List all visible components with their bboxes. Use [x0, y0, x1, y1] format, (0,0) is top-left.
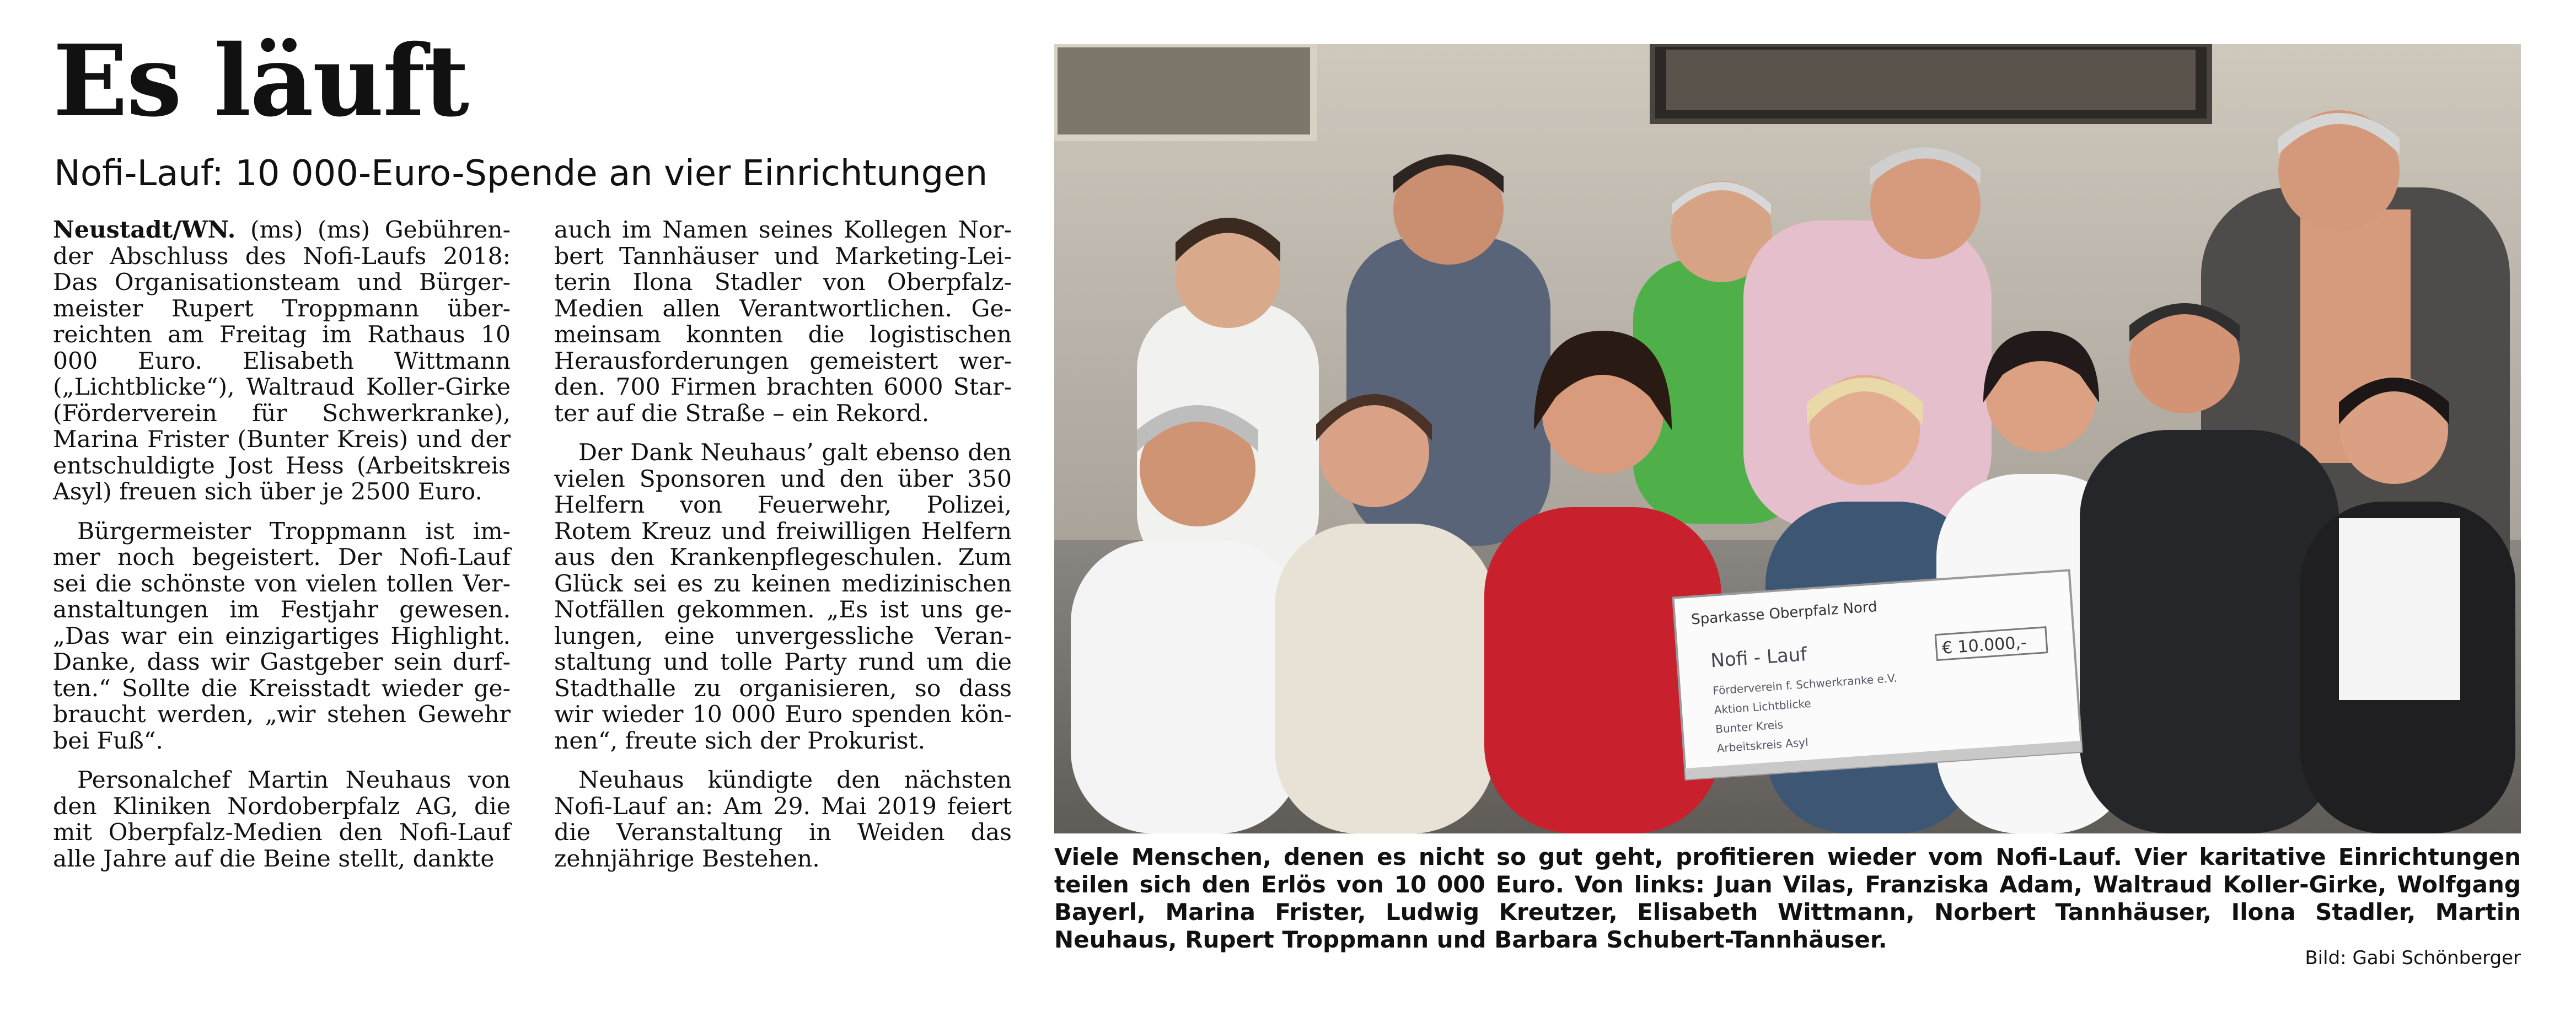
- article-paragraph: auch im Namen seines Kollegen Norbert Tannhäuser und Marketing-Leiterin Ilona Stadler von Oberpfalz-Medien allen Verantwortlichen. Gemeinsam konnten die logistischen Herausforderungen gemeistert werden. 700 Firmen brachten 6000 Starter auf die Straße – ein Rekord.: [554, 217, 1012, 427]
- paragraph-text: (ms) (ms) Gebührender Abschluss des Nofi-Laufs 2018: Das Organisationsteam und Bürgermeister Rupert Troppmann überreichten am Freitag im Rathaus 10 000 Euro. Elisabeth Wittmann („Lichtblicke“), Waltraud Koller-Girke (Förderverein für Schwerkranke), Marina Frister (Bunter Kreis) und der entschuldigte Jost Hess (Arbeitskreis Asyl) freuen sich über je 2500 Euro.: [53, 217, 511, 505]
- cheque-bank: Sparkasse Oberpfalz Nord: [1690, 598, 1878, 628]
- article-subheadline: Nofi-Lauf: 10 000-Euro-Spende an vier Einrichtungen: [54, 153, 988, 194]
- cheque-line: Förderverein f. Schwerkranke e.V.: [1712, 671, 1898, 698]
- article-paragraph: Personalchef Martin Neuhaus von den Kliniken Nordoberpfalz AG, die mit Oberpfalz-Medien den Nofi-Lauf alle Jahre auf die Beine stellt, dankte: [53, 767, 511, 873]
- cheque-payee: Nofi - Lauf: [1710, 643, 1808, 672]
- group-photo-illustration: [1054, 44, 2521, 833]
- article-paragraph: Der Dank Neuhaus’ galt ebenso den vielen Sponsoren und den über 350 Helfern von Feuerwehr, Polizei, Rotem Kreuz und freiwilligen Helfern aus den Krankenpflegeschulen. Zum Glück sei es zu keinen medizinischen Notfällen gekommen. „Es ist uns gelungen, eine unvergessliche Veranstaltung und tolle Party rund um die Stadthalle zu organisieren, so dass wir wieder 10 000 Euro spenden können“, freute sich der Prokurist.: [554, 439, 1012, 755]
- article-column-1: [53, 217, 511, 885]
- cheque-amount: € 10.000,-: [1941, 633, 2027, 658]
- dateline: Neustadt/WN.: [53, 216, 236, 244]
- article-paragraph: Bürgermeister Troppmann ist immer noch begeistert. Der Nofi-Lauf sei die schönste von vielen tollen Veranstaltungen im Festjahr gewesen. „Das war ein einzigartiges Highlight. Danke, dass wir Gastgeber sein durften.“ Sollte die Kreisstadt wieder gebraucht werden, „wir stehen Gewehr bei Fuß“.: [53, 518, 511, 755]
- article-paragraph: Neuhaus kündigte den nächsten Nofi-Lauf an: Am 29. Mai 2019 feiert die Veranstaltung in Weiden das zehnjährige Bestehen.: [554, 767, 1012, 873]
- photo-caption: Viele Menschen, denen es nicht so gut geht, profitieren wieder vom Nofi-Lauf. Vier karitative Einrichtungen teilen sich den Erlös von 10 000 Euro. Von links: Juan Vilas, Franziska Adam, Waltraud Koller-Girke, Wolfgang Bayerl, Marina Frister, Ludwig Kreutzer, Elisabeth Wittmann, Norbert Tannhäuser, Ilona Stadler, Martin Neuhaus, Rupert Troppmann und Barbara Schubert-Tannhäuser.: [1054, 843, 2521, 953]
- article-column-2: [554, 217, 1012, 885]
- cheque-line: Aktion Lichtblicke: [1714, 696, 1812, 717]
- cheque-line: Arbeitskreis Asyl: [1716, 735, 1809, 755]
- cheque-line: Bunter Kreis: [1715, 718, 1784, 736]
- article-headline: Es läuft: [53, 23, 469, 138]
- article-paragraph: [53, 217, 511, 505]
- group-photo: [1054, 44, 2521, 833]
- photo-credit: Bild: Gabi Schönberger: [2305, 947, 2521, 969]
- cheque: [1673, 570, 2081, 779]
